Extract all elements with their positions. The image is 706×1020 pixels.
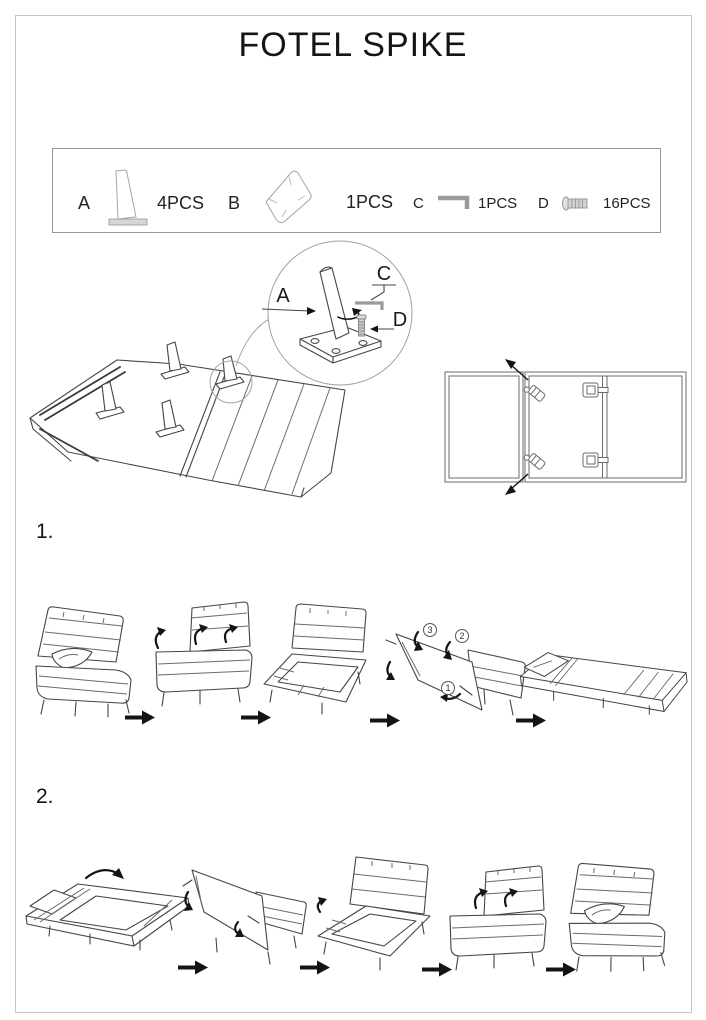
step-2-sequence	[0, 760, 706, 1020]
step1-fig-armchair-pillow	[36, 607, 131, 717]
fold-arrow	[443, 642, 452, 660]
order-marker-2	[456, 630, 469, 643]
leg-bottom-rear-left	[161, 342, 189, 379]
part-b-label: B	[228, 193, 241, 213]
svg-text:2: 2	[459, 631, 465, 641]
fold-arrow	[414, 632, 423, 651]
part-c-label: C	[413, 195, 424, 212]
step2-fig-armchair-pillow	[566, 859, 667, 974]
step-arrow	[300, 961, 330, 975]
detail-label-d: D	[392, 309, 408, 331]
bolt-screw-icon	[561, 196, 593, 211]
part-d-label: D	[538, 195, 549, 212]
step-1-sequence	[0, 520, 706, 760]
step1-fig-backrest-folding	[386, 624, 525, 716]
order-marker-1	[442, 682, 455, 695]
fold-arrow	[318, 897, 327, 912]
step-arrow	[125, 711, 155, 725]
part-c-qty: 1PCS	[478, 195, 518, 212]
page-title: FOTEL SPIKE	[238, 26, 468, 64]
step1-fig-flat-bed	[521, 653, 688, 715]
step-arrow	[422, 963, 452, 977]
step2-fig-flat-bed	[26, 868, 189, 950]
part-d-qty: 16PCS	[603, 195, 651, 212]
assembly-diagram	[0, 230, 706, 522]
screw-detail	[357, 315, 366, 336]
pillow-icon	[260, 166, 316, 228]
part-a-qty: 4PCS	[157, 193, 205, 213]
step-2-label: 2.	[36, 785, 54, 808]
part-a-label: A	[78, 193, 91, 213]
leg-mounting-detail	[262, 241, 412, 385]
step-arrow	[516, 714, 546, 728]
step1-fig-lift-seat	[156, 602, 252, 706]
step-arrow	[370, 714, 400, 728]
step-arrow	[546, 963, 576, 977]
allen-key-icon	[436, 194, 474, 212]
frame-top-view	[445, 359, 686, 495]
detail-label-c: C	[376, 263, 392, 285]
svg-text:1: 1	[445, 683, 451, 693]
step-arrow	[241, 711, 271, 725]
fold-arrow	[386, 662, 395, 680]
detail-label-a: A	[276, 285, 290, 307]
step-1-label: 1.	[36, 520, 54, 543]
step-arrow	[178, 961, 208, 975]
callout-connector	[236, 318, 271, 366]
fold-arrow	[156, 627, 166, 648]
order-marker-3	[424, 624, 437, 637]
step2-fig-backrest-up	[318, 857, 430, 970]
step1-fig-open-frame	[264, 604, 366, 714]
svg-text:3: 3	[427, 625, 433, 635]
flip-arrow	[86, 868, 124, 879]
step2-fig-backrest-rising	[183, 870, 306, 964]
step2-fig-seat-folding	[450, 866, 546, 970]
furniture-leg-icon	[102, 168, 152, 228]
part-b-qty: 1PCS	[346, 192, 394, 212]
